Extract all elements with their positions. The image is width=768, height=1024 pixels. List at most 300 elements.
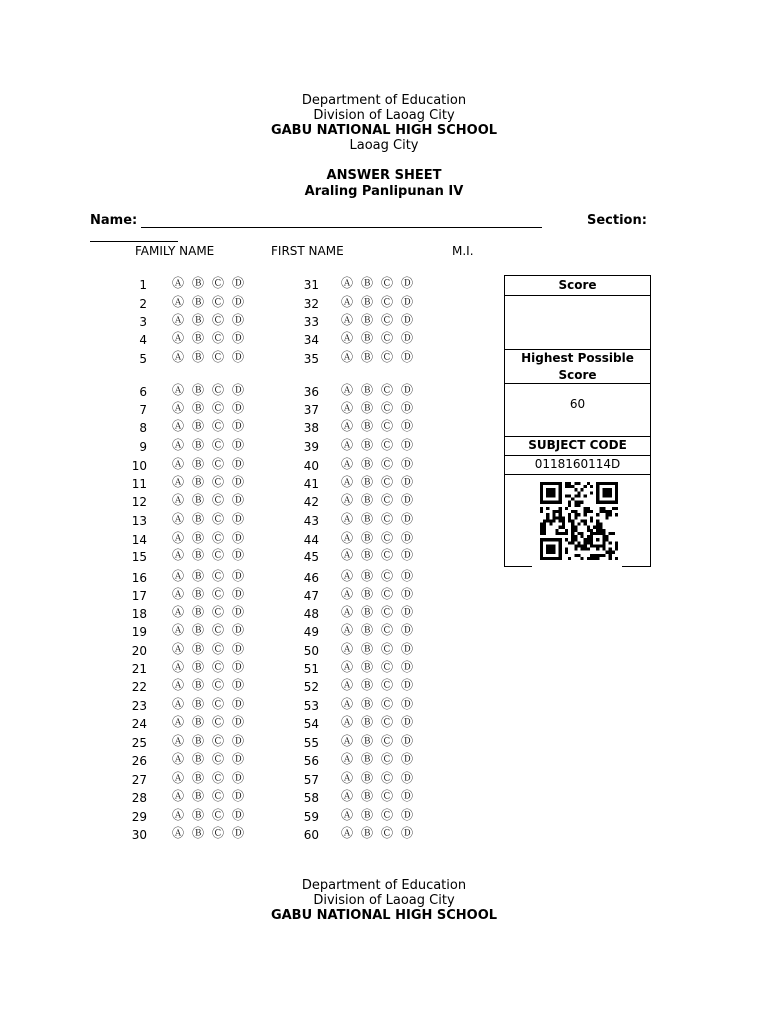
answer-bubble-a[interactable]: Ⓐ (340, 457, 353, 471)
answer-bubble-c[interactable]: Ⓒ (380, 531, 393, 545)
answer-bubble-d[interactable]: Ⓓ (400, 660, 413, 674)
answer-bubble-c[interactable]: Ⓒ (211, 548, 224, 562)
answer-bubble-c[interactable]: Ⓒ (380, 642, 393, 656)
answer-bubble-c[interactable]: Ⓒ (380, 548, 393, 562)
answer-bubble-b[interactable]: Ⓑ (191, 475, 204, 489)
answer-bubble-c[interactable]: Ⓒ (380, 401, 393, 415)
answer-bubble-b[interactable]: Ⓑ (191, 587, 204, 601)
answer-bubble-d[interactable]: Ⓓ (231, 419, 244, 433)
question-number: 51 (303, 662, 319, 676)
answer-bubble-c[interactable]: Ⓒ (211, 642, 224, 656)
answer-bubble-c[interactable]: Ⓒ (211, 808, 224, 822)
answer-bubble-d[interactable]: Ⓓ (231, 401, 244, 415)
answer-bubble-c[interactable]: Ⓒ (211, 383, 224, 397)
question-number: 23 (131, 699, 147, 713)
answer-bubble-b[interactable]: Ⓑ (191, 771, 204, 785)
header-city: Laoag City (349, 138, 419, 153)
footer-department: Department of Education (301, 878, 467, 893)
answer-bubble-d[interactable]: Ⓓ (231, 771, 244, 785)
answer-bubble-c[interactable]: Ⓒ (380, 331, 393, 345)
question-number: 17 (131, 589, 147, 603)
answer-bubble-a[interactable]: Ⓐ (340, 438, 353, 452)
answer-bubble-a[interactable]: Ⓐ (340, 660, 353, 674)
answer-bubble-a[interactable]: Ⓐ (340, 587, 353, 601)
question-number: 47 (303, 589, 319, 603)
question-number: 54 (303, 717, 319, 731)
question-number: 48 (303, 607, 319, 621)
question-number: 39 (303, 440, 319, 454)
answer-bubble-a[interactable]: Ⓐ (340, 808, 353, 822)
answer-bubble-d[interactable]: Ⓓ (400, 642, 413, 656)
question-number: 43 (303, 514, 319, 528)
question-number: 24 (131, 717, 147, 731)
answer-bubble-d[interactable]: Ⓓ (231, 697, 244, 711)
answer-bubble-a[interactable]: Ⓐ (171, 678, 184, 692)
answer-bubble-d[interactable]: Ⓓ (231, 789, 244, 803)
question-number: 30 (131, 828, 147, 842)
answer-bubble-c[interactable]: Ⓒ (211, 789, 224, 803)
answer-bubble-d[interactable]: Ⓓ (400, 808, 413, 822)
question-number: 31 (303, 278, 319, 292)
question-number: 34 (303, 333, 319, 347)
answer-bubble-c[interactable]: Ⓒ (380, 569, 393, 583)
answer-bubble-a[interactable]: Ⓐ (171, 331, 184, 345)
question-number: 19 (131, 625, 147, 639)
answer-bubble-c[interactable]: Ⓒ (211, 475, 224, 489)
question-number: 32 (303, 297, 319, 311)
question-number: 53 (303, 699, 319, 713)
answer-bubble-d[interactable]: Ⓓ (231, 715, 244, 729)
answer-bubble-b[interactable]: Ⓑ (191, 826, 204, 840)
answer-bubble-a[interactable]: Ⓐ (171, 789, 184, 803)
answer-bubble-a[interactable]: Ⓐ (340, 531, 353, 545)
answer-bubble-b[interactable]: Ⓑ (191, 457, 204, 471)
answer-bubble-b[interactable]: Ⓑ (191, 548, 204, 562)
answer-bubble-b[interactable]: Ⓑ (191, 531, 204, 545)
question-number: 42 (303, 495, 319, 509)
question-number: 7 (139, 403, 147, 417)
question-number: 46 (303, 571, 319, 585)
answer-bubble-d[interactable]: Ⓓ (231, 605, 244, 619)
answer-bubble-c[interactable]: Ⓒ (380, 660, 393, 674)
answer-bubble-b[interactable]: Ⓑ (191, 678, 204, 692)
question-number: 29 (131, 810, 147, 824)
question-number: 26 (131, 754, 147, 768)
answer-bubble-b[interactable]: Ⓑ (360, 808, 373, 822)
answer-bubble-c[interactable]: Ⓒ (211, 569, 224, 583)
answer-bubble-b[interactable]: Ⓑ (191, 295, 204, 309)
name-field-line[interactable] (141, 227, 542, 228)
answer-bubble-b[interactable]: Ⓑ (191, 697, 204, 711)
answer-bubble-b[interactable]: Ⓑ (191, 569, 204, 583)
first-name-label: FIRST NAME (271, 244, 344, 258)
answer-bubble-b[interactable]: Ⓑ (191, 660, 204, 674)
answer-bubble-c[interactable]: Ⓒ (211, 331, 224, 345)
answer-bubble-c[interactable]: Ⓒ (380, 493, 393, 507)
answer-bubble-d[interactable]: Ⓓ (400, 313, 413, 327)
question-number: 40 (303, 459, 319, 473)
name-label: Name: (90, 213, 138, 228)
answer-bubble-b[interactable]: Ⓑ (360, 697, 373, 711)
answer-bubble-d[interactable]: Ⓓ (231, 569, 244, 583)
answer-bubble-c[interactable]: Ⓒ (211, 826, 224, 840)
answer-bubble-a[interactable]: Ⓐ (340, 383, 353, 397)
answer-bubble-a[interactable]: Ⓐ (340, 548, 353, 562)
answer-bubble-b[interactable]: Ⓑ (360, 350, 373, 364)
answer-bubble-a[interactable]: Ⓐ (340, 350, 353, 364)
answer-bubble-b[interactable]: Ⓑ (360, 569, 373, 583)
answer-bubble-a[interactable]: Ⓐ (340, 419, 353, 433)
answer-bubble-d[interactable]: Ⓓ (400, 548, 413, 562)
answer-bubble-a[interactable]: Ⓐ (340, 734, 353, 748)
answer-bubble-c[interactable]: Ⓒ (211, 493, 224, 507)
answer-bubble-d[interactable]: Ⓓ (231, 587, 244, 601)
answer-bubble-a[interactable]: Ⓐ (171, 512, 184, 526)
answer-bubble-b[interactable]: Ⓑ (191, 715, 204, 729)
answer-bubble-b[interactable]: Ⓑ (191, 350, 204, 364)
answer-bubble-c[interactable]: Ⓒ (211, 295, 224, 309)
answer-bubble-c[interactable]: Ⓒ (211, 313, 224, 327)
answer-bubble-b[interactable]: Ⓑ (360, 752, 373, 766)
answer-bubble-a[interactable]: Ⓐ (340, 789, 353, 803)
question-number: 16 (131, 571, 147, 585)
answer-bubble-a[interactable]: Ⓐ (171, 548, 184, 562)
answer-bubble-b[interactable]: Ⓑ (360, 383, 373, 397)
answer-bubble-c[interactable]: Ⓒ (211, 457, 224, 471)
answer-bubble-c[interactable]: Ⓒ (380, 512, 393, 526)
footer-school: GABU NATIONAL HIGH SCHOOL (270, 908, 498, 923)
answer-bubble-d[interactable]: Ⓓ (400, 493, 413, 507)
question-number: 5 (139, 352, 147, 366)
answer-bubble-b[interactable]: Ⓑ (360, 642, 373, 656)
answer-bubble-d[interactable]: Ⓓ (400, 771, 413, 785)
question-number: 56 (303, 754, 319, 768)
answer-bubble-a[interactable]: Ⓐ (171, 697, 184, 711)
answer-bubble-a[interactable]: Ⓐ (171, 771, 184, 785)
answer-bubble-d[interactable]: Ⓓ (400, 605, 413, 619)
answer-bubble-a[interactable]: Ⓐ (171, 493, 184, 507)
answer-bubble-d[interactable]: Ⓓ (231, 678, 244, 692)
answer-bubble-b[interactable]: Ⓑ (360, 295, 373, 309)
answer-bubble-c[interactable]: Ⓒ (211, 350, 224, 364)
answer-bubble-d[interactable]: Ⓓ (400, 350, 413, 364)
answer-bubble-b[interactable]: Ⓑ (360, 587, 373, 601)
answer-bubble-d[interactable]: Ⓓ (400, 569, 413, 583)
answer-bubble-c[interactable]: Ⓒ (211, 771, 224, 785)
question-number: 33 (303, 315, 319, 329)
answer-bubble-a[interactable]: Ⓐ (171, 475, 184, 489)
answer-bubble-d[interactable]: Ⓓ (231, 512, 244, 526)
answer-bubble-c[interactable]: Ⓒ (380, 678, 393, 692)
answer-bubble-a[interactable]: Ⓐ (340, 826, 353, 840)
answer-bubble-b[interactable]: Ⓑ (191, 313, 204, 327)
answer-bubble-b[interactable]: Ⓑ (360, 771, 373, 785)
answer-bubble-c[interactable]: Ⓒ (380, 350, 393, 364)
answer-bubble-b[interactable]: Ⓑ (360, 475, 373, 489)
answer-bubble-d[interactable]: Ⓓ (231, 660, 244, 674)
answer-bubble-d[interactable]: Ⓓ (400, 438, 413, 452)
answer-bubble-b[interactable]: Ⓑ (191, 789, 204, 803)
question-number: 49 (303, 625, 319, 639)
answer-bubble-b[interactable]: Ⓑ (360, 734, 373, 748)
answer-bubble-d[interactable]: Ⓓ (231, 331, 244, 345)
answer-bubble-d[interactable]: Ⓓ (231, 734, 244, 748)
highest-possible-line1: Highest Possible (521, 351, 634, 365)
answer-bubble-b[interactable]: Ⓑ (360, 548, 373, 562)
answer-bubble-c[interactable]: Ⓒ (380, 623, 393, 637)
answer-bubble-a[interactable]: Ⓐ (171, 313, 184, 327)
answer-bubble-d[interactable]: Ⓓ (231, 642, 244, 656)
answer-bubble-d[interactable]: Ⓓ (400, 295, 413, 309)
answer-bubble-d[interactable]: Ⓓ (231, 313, 244, 327)
answer-bubble-a[interactable]: Ⓐ (171, 401, 184, 415)
answer-bubble-a[interactable]: Ⓐ (340, 605, 353, 619)
answer-bubble-a[interactable]: Ⓐ (340, 678, 353, 692)
question-number: 57 (303, 773, 319, 787)
answer-bubble-a[interactable]: Ⓐ (340, 715, 353, 729)
answer-bubble-d[interactable]: Ⓓ (400, 475, 413, 489)
answer-bubble-d[interactable]: Ⓓ (400, 752, 413, 766)
answer-bubble-a[interactable]: Ⓐ (340, 475, 353, 489)
answer-bubble-a[interactable]: Ⓐ (171, 276, 184, 290)
answer-bubble-b[interactable]: Ⓑ (191, 623, 204, 637)
answer-bubble-a[interactable]: Ⓐ (171, 295, 184, 309)
answer-bubble-d[interactable]: Ⓓ (231, 531, 244, 545)
answer-bubble-a[interactable]: Ⓐ (340, 493, 353, 507)
answer-bubble-a[interactable]: Ⓐ (340, 331, 353, 345)
question-number: 14 (131, 533, 147, 547)
answer-bubble-c[interactable]: Ⓒ (380, 808, 393, 822)
answer-bubble-a[interactable]: Ⓐ (340, 512, 353, 526)
answer-bubble-c[interactable]: Ⓒ (380, 383, 393, 397)
answer-bubble-b[interactable]: Ⓑ (191, 331, 204, 345)
answer-bubble-c[interactable]: Ⓒ (211, 438, 224, 452)
answer-bubble-a[interactable]: Ⓐ (171, 438, 184, 452)
answer-bubble-b[interactable]: Ⓑ (191, 276, 204, 290)
answer-bubble-c[interactable]: Ⓒ (211, 660, 224, 674)
answer-bubble-c[interactable]: Ⓒ (211, 512, 224, 526)
answer-bubble-b[interactable]: Ⓑ (360, 493, 373, 507)
answer-bubble-c[interactable]: Ⓒ (211, 697, 224, 711)
answer-bubble-a[interactable]: Ⓐ (171, 623, 184, 637)
question-number: 52 (303, 680, 319, 694)
answer-bubble-a[interactable]: Ⓐ (340, 697, 353, 711)
answer-bubble-d[interactable]: Ⓓ (400, 623, 413, 637)
footer-division: Division of Laoag City (313, 893, 455, 908)
answer-bubble-c[interactable]: Ⓒ (380, 789, 393, 803)
qr-code-icon (540, 482, 618, 560)
answer-bubble-b[interactable]: Ⓑ (191, 383, 204, 397)
section-field-line[interactable] (90, 241, 178, 242)
question-number: 21 (131, 662, 147, 676)
answer-bubble-b[interactable]: Ⓑ (360, 457, 373, 471)
answer-bubble-a[interactable]: Ⓐ (171, 383, 184, 397)
answer-bubble-b[interactable]: Ⓑ (360, 313, 373, 327)
answer-bubble-b[interactable]: Ⓑ (360, 512, 373, 526)
answer-bubble-c[interactable]: Ⓒ (211, 734, 224, 748)
question-number: 13 (131, 514, 147, 528)
answer-bubble-b[interactable]: Ⓑ (191, 605, 204, 619)
answer-bubble-b[interactable]: Ⓑ (360, 660, 373, 674)
answer-bubble-c[interactable]: Ⓒ (211, 715, 224, 729)
answer-bubble-b[interactable]: Ⓑ (360, 605, 373, 619)
answer-bubble-a[interactable]: Ⓐ (340, 642, 353, 656)
answer-bubble-a[interactable]: Ⓐ (171, 808, 184, 822)
answer-bubble-c[interactable]: Ⓒ (380, 475, 393, 489)
answer-bubble-a[interactable]: Ⓐ (171, 457, 184, 471)
answer-bubble-a[interactable]: Ⓐ (340, 752, 353, 766)
answer-bubble-d[interactable]: Ⓓ (400, 401, 413, 415)
answer-bubble-d[interactable]: Ⓓ (231, 276, 244, 290)
answer-bubble-d[interactable]: Ⓓ (400, 789, 413, 803)
answer-bubble-c[interactable]: Ⓒ (380, 276, 393, 290)
answer-bubble-b[interactable]: Ⓑ (360, 623, 373, 637)
answer-bubble-c[interactable]: Ⓒ (380, 752, 393, 766)
question-number: 8 (139, 421, 147, 435)
answer-bubble-c[interactable]: Ⓒ (211, 623, 224, 637)
answer-bubble-b[interactable]: Ⓑ (191, 512, 204, 526)
answer-bubble-d[interactable]: Ⓓ (400, 734, 413, 748)
answer-bubble-c[interactable]: Ⓒ (380, 826, 393, 840)
answer-bubble-d[interactable]: Ⓓ (231, 438, 244, 452)
subject-code-value: 0118160114D (534, 457, 621, 471)
answer-bubble-d[interactable]: Ⓓ (400, 531, 413, 545)
answer-bubble-c[interactable]: Ⓒ (211, 419, 224, 433)
answer-bubble-c[interactable]: Ⓒ (380, 313, 393, 327)
answer-bubble-c[interactable]: Ⓒ (211, 605, 224, 619)
answer-bubble-d[interactable]: Ⓓ (400, 419, 413, 433)
answer-bubble-d[interactable]: Ⓓ (400, 826, 413, 840)
answer-bubble-d[interactable]: Ⓓ (400, 457, 413, 471)
answer-bubble-a[interactable]: Ⓐ (171, 569, 184, 583)
answer-bubble-a[interactable]: Ⓐ (340, 276, 353, 290)
answer-bubble-b[interactable]: Ⓑ (360, 789, 373, 803)
answer-bubble-a[interactable]: Ⓐ (171, 642, 184, 656)
answer-bubble-d[interactable]: Ⓓ (231, 548, 244, 562)
answer-bubble-d[interactable]: Ⓓ (400, 587, 413, 601)
answer-bubble-a[interactable]: Ⓐ (171, 660, 184, 674)
answer-bubble-c[interactable]: Ⓒ (211, 587, 224, 601)
answer-bubble-b[interactable]: Ⓑ (191, 808, 204, 822)
answer-bubble-b[interactable]: Ⓑ (191, 752, 204, 766)
header-division: Division of Laoag City (313, 108, 455, 123)
sheet-title: ANSWER SHEET (326, 168, 442, 183)
answer-bubble-d[interactable]: Ⓓ (231, 350, 244, 364)
question-number: 3 (139, 315, 147, 329)
answer-bubble-a[interactable]: Ⓐ (340, 313, 353, 327)
answer-bubble-b[interactable]: Ⓑ (360, 401, 373, 415)
answer-bubble-b[interactable]: Ⓑ (360, 438, 373, 452)
answer-bubble-d[interactable]: Ⓓ (400, 276, 413, 290)
answer-bubble-b[interactable]: Ⓑ (191, 438, 204, 452)
answer-bubble-b[interactable]: Ⓑ (360, 715, 373, 729)
answer-bubble-a[interactable]: Ⓐ (171, 734, 184, 748)
score-value-cell[interactable] (505, 296, 650, 348)
answer-bubble-a[interactable]: Ⓐ (171, 350, 184, 364)
header-school: GABU NATIONAL HIGH SCHOOL (270, 123, 498, 138)
answer-bubble-c[interactable]: Ⓒ (380, 295, 393, 309)
answer-bubble-a[interactable]: Ⓐ (171, 715, 184, 729)
answer-bubble-b[interactable]: Ⓑ (360, 531, 373, 545)
answer-bubble-d[interactable]: Ⓓ (231, 383, 244, 397)
answer-bubble-d[interactable]: Ⓓ (231, 457, 244, 471)
answer-bubble-a[interactable]: Ⓐ (171, 531, 184, 545)
answer-bubble-a[interactable]: Ⓐ (171, 605, 184, 619)
answer-bubble-d[interactable]: Ⓓ (231, 493, 244, 507)
answer-bubble-c[interactable]: Ⓒ (380, 715, 393, 729)
section-label: Section: (587, 213, 647, 228)
answer-bubble-d[interactable]: Ⓓ (231, 752, 244, 766)
answer-bubble-a[interactable]: Ⓐ (340, 401, 353, 415)
question-number: 55 (303, 736, 319, 750)
answer-bubble-a[interactable]: Ⓐ (171, 752, 184, 766)
answer-bubble-c[interactable]: Ⓒ (380, 697, 393, 711)
answer-bubble-b[interactable]: Ⓑ (360, 276, 373, 290)
answer-bubble-d[interactable]: Ⓓ (231, 623, 244, 637)
answer-bubble-c[interactable]: Ⓒ (211, 401, 224, 415)
answer-bubble-d[interactable]: Ⓓ (400, 678, 413, 692)
answer-bubble-a[interactable]: Ⓐ (171, 419, 184, 433)
answer-bubble-c[interactable]: Ⓒ (380, 438, 393, 452)
answer-bubble-a[interactable]: Ⓐ (171, 587, 184, 601)
answer-bubble-b[interactable]: Ⓑ (191, 419, 204, 433)
answer-bubble-c[interactable]: Ⓒ (380, 587, 393, 601)
answer-bubble-c[interactable]: Ⓒ (211, 276, 224, 290)
answer-bubble-a[interactable]: Ⓐ (340, 295, 353, 309)
answer-bubble-c[interactable]: Ⓒ (380, 734, 393, 748)
answer-bubble-b[interactable]: Ⓑ (191, 734, 204, 748)
answer-bubble-b[interactable]: Ⓑ (360, 419, 373, 433)
answer-bubble-c[interactable]: Ⓒ (380, 771, 393, 785)
question-number: 28 (131, 791, 147, 805)
answer-bubble-d[interactable]: Ⓓ (231, 826, 244, 840)
answer-bubble-c[interactable]: Ⓒ (211, 752, 224, 766)
answer-bubble-d[interactable]: Ⓓ (231, 808, 244, 822)
answer-bubble-d[interactable]: Ⓓ (400, 697, 413, 711)
answer-bubble-d[interactable]: Ⓓ (400, 512, 413, 526)
question-number: 27 (131, 773, 147, 787)
answer-bubble-b[interactable]: Ⓑ (191, 401, 204, 415)
answer-bubble-a[interactable]: Ⓐ (340, 771, 353, 785)
answer-bubble-b[interactable]: Ⓑ (360, 678, 373, 692)
answer-bubble-d[interactable]: Ⓓ (231, 475, 244, 489)
answer-bubble-d[interactable]: Ⓓ (400, 383, 413, 397)
question-number: 41 (303, 477, 319, 491)
answer-bubble-b[interactable]: Ⓑ (360, 826, 373, 840)
question-number: 11 (131, 477, 147, 491)
question-number: 22 (131, 680, 147, 694)
answer-bubble-c[interactable]: Ⓒ (380, 605, 393, 619)
answer-bubble-b[interactable]: Ⓑ (191, 493, 204, 507)
question-number: 15 (131, 550, 147, 564)
answer-bubble-d[interactable]: Ⓓ (231, 295, 244, 309)
question-number: 18 (131, 607, 147, 621)
answer-bubble-c[interactable]: Ⓒ (380, 457, 393, 471)
header-department: Department of Education (301, 93, 467, 108)
answer-bubble-a[interactable]: Ⓐ (171, 826, 184, 840)
score-label: Score (558, 278, 597, 292)
answer-bubble-c[interactable]: Ⓒ (211, 531, 224, 545)
answer-bubble-c[interactable]: Ⓒ (380, 419, 393, 433)
answer-bubble-d[interactable]: Ⓓ (400, 331, 413, 345)
answer-bubble-a[interactable]: Ⓐ (340, 623, 353, 637)
answer-bubble-a[interactable]: Ⓐ (340, 569, 353, 583)
answer-bubble-b[interactable]: Ⓑ (191, 642, 204, 656)
question-number: 59 (303, 810, 319, 824)
answer-bubble-d[interactable]: Ⓓ (400, 715, 413, 729)
answer-bubble-b[interactable]: Ⓑ (360, 331, 373, 345)
answer-bubble-c[interactable]: Ⓒ (211, 678, 224, 692)
